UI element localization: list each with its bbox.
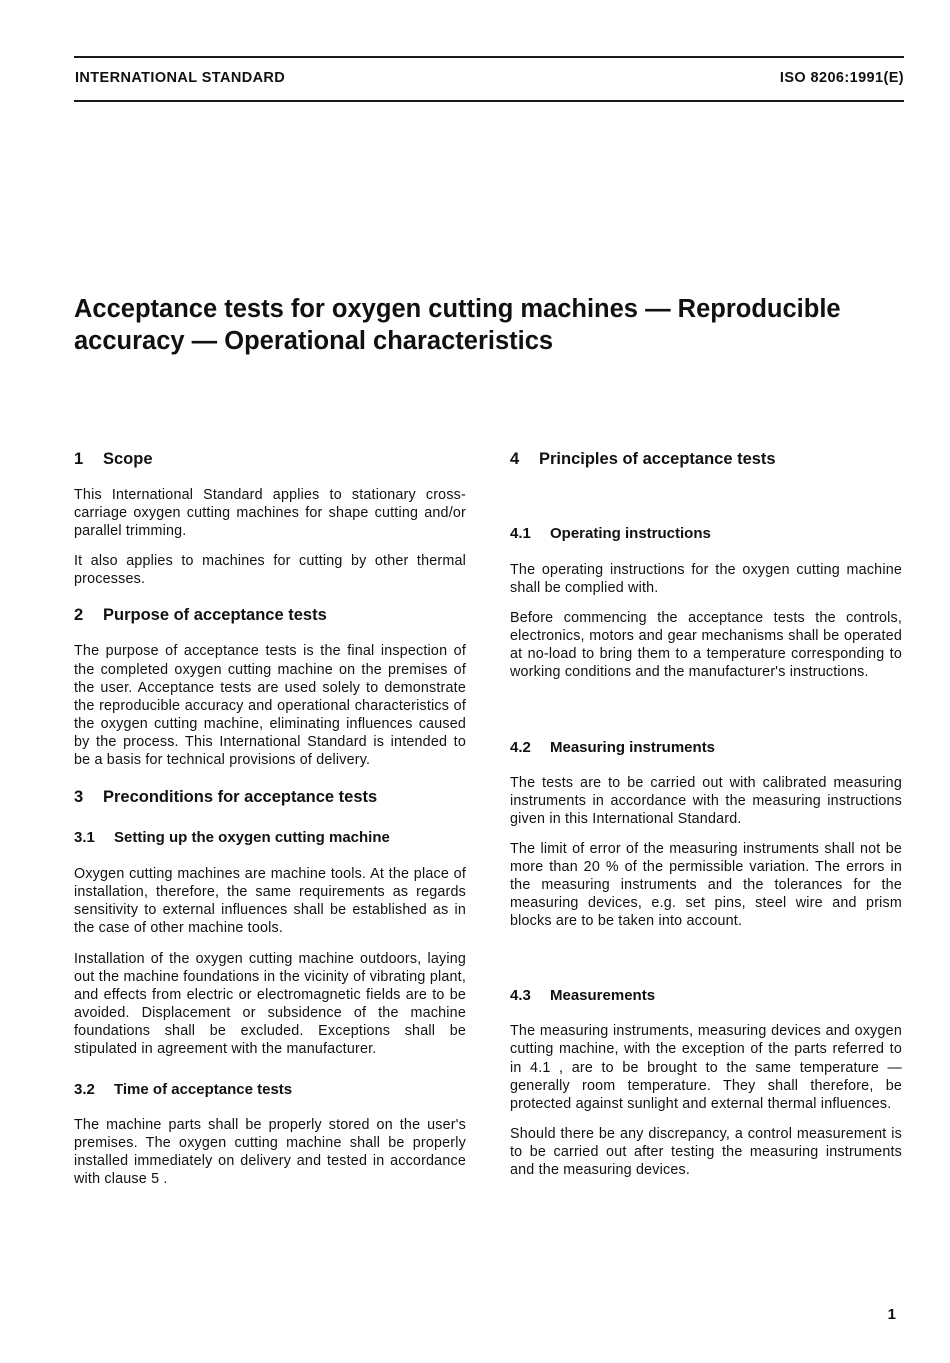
section-title: Scope — [103, 450, 153, 468]
section-1-para-1: This International Standard applies to stationary cross-carriage oxygen cutting machines for shape cutting and/or parallel trimming. — [74, 487, 466, 540]
section-1-para-2: It also applies to machines for cutting by other thermal processes. — [74, 553, 466, 588]
section-number: 3 — [74, 788, 84, 807]
section-number: 4.1 — [510, 525, 531, 542]
section-3-1-para-1: Oxygen cutting machines are machine tools. At the place of installation, therefore, the same requirements as regards sensitivity to external influences shall be established as in the case of other machine tools. — [74, 866, 466, 937]
section-4-1-para-1: The operating instructions for the oxygen cutting machine shall be complied with. — [510, 562, 902, 597]
left-column — [74, 448, 466, 1188]
section-3-2-heading — [74, 1080, 466, 1100]
section-number: 4 — [510, 450, 520, 468]
section-title: Measurements — [550, 987, 656, 1005]
section-4-1-heading — [510, 524, 902, 544]
section-3-2-para-1: The machine parts shall be properly stored on the user's premises. The oxygen cutting machine shall be properly installed immediately on delivery and tested in accordance with clause 5 . — [74, 1117, 466, 1188]
section-number: 1 — [74, 450, 84, 468]
section-4-1-para-2: Before commencing the acceptance tests the controls, electronics, motors and gear mechanisms shall be operated at no-load to bring them to a temperature corresponding to working conditions and the manufacturer's instructions. — [510, 610, 902, 681]
section-number: 4.3 — [510, 987, 531, 1005]
section-4-2-para-1: The tests are to be carried out with calibrated measuring instruments in accordance with the measuring instructions given in this International Standard. — [510, 774, 902, 827]
section-title: Principles of acceptance tests — [539, 450, 776, 468]
section-4-2-para-2: The limit of error of the measuring instruments shall not be more than 20 % of the permissible variation. The errors in the measuring instruments and the tolerances for the measuring devices, e.g. set pins, steel wire and prism blocks are to be taken into account. — [510, 840, 902, 930]
section-4-3-para-2: Should there be any discrepancy, a control measurement is to be carried out after testing the measuring instruments and the measuring devices. — [510, 1125, 902, 1178]
page-number: 1 — [887, 1306, 896, 1323]
section-title: Operating instructions — [550, 525, 711, 542]
right-column — [510, 448, 902, 1179]
section-title: Time of acceptance tests — [114, 1081, 293, 1099]
section-title: Preconditions for acceptance tests — [103, 788, 378, 807]
section-3-1-heading — [74, 828, 466, 848]
section-4-3-heading — [510, 986, 902, 1006]
document-title: Acceptance tests for oxygen cutting machines — Reproducible accuracy — Operational characteristics — [74, 295, 841, 355]
section-3-1-para-2: Installation of the oxygen cutting machine outdoors, laying out the machine foundations in the vicinity of vibrating plant, and effects from electric or electromagnetic fields are to be avoided. Displacement or subsidence of the machine foundations shall be excluded. Exceptions shall be stipulated in agreement with the manufacturer. — [74, 950, 466, 1057]
header-top-rule — [74, 56, 904, 58]
section-title: Setting up the oxygen cutting machine — [114, 829, 390, 847]
section-number: 2 — [74, 606, 84, 625]
section-1-heading — [74, 448, 466, 470]
section-2-heading — [74, 604, 466, 626]
section-number: 3.2 — [74, 1081, 95, 1099]
section-number: 3.1 — [74, 829, 95, 847]
section-number: 4.2 — [510, 738, 531, 756]
section-title: Purpose of acceptance tests — [103, 606, 327, 625]
document-type-label: INTERNATIONAL STANDARD — [75, 70, 286, 86]
section-4-heading — [510, 448, 902, 470]
header-bottom-rule — [74, 100, 904, 102]
section-4-2-heading — [510, 738, 902, 758]
section-3-heading — [74, 786, 466, 808]
section-title: Measuring instruments — [550, 738, 716, 756]
section-4-3-para-1: The measuring instruments, measuring devices and oxygen cutting machine, with the exception of the parts referred to in 4.1 , are to be brought to the same temperature — generally room temperature. They shall therefore, be protected against sunlight and external thermal influences. — [510, 1023, 902, 1112]
section-2-para-1: The purpose of acceptance tests is the final inspection of the completed oxygen cutting machine on the premises of the user. Acceptance tests are used solely to demonstrate the reproducible accuracy and operational characteristics of the oxygen cutting machine, eliminating influences caused by the process. This International Standard is intended to be a basis for technical provisions of delivery. — [74, 643, 466, 769]
standard-number: ISO 8206:1991(E) — [779, 70, 904, 86]
